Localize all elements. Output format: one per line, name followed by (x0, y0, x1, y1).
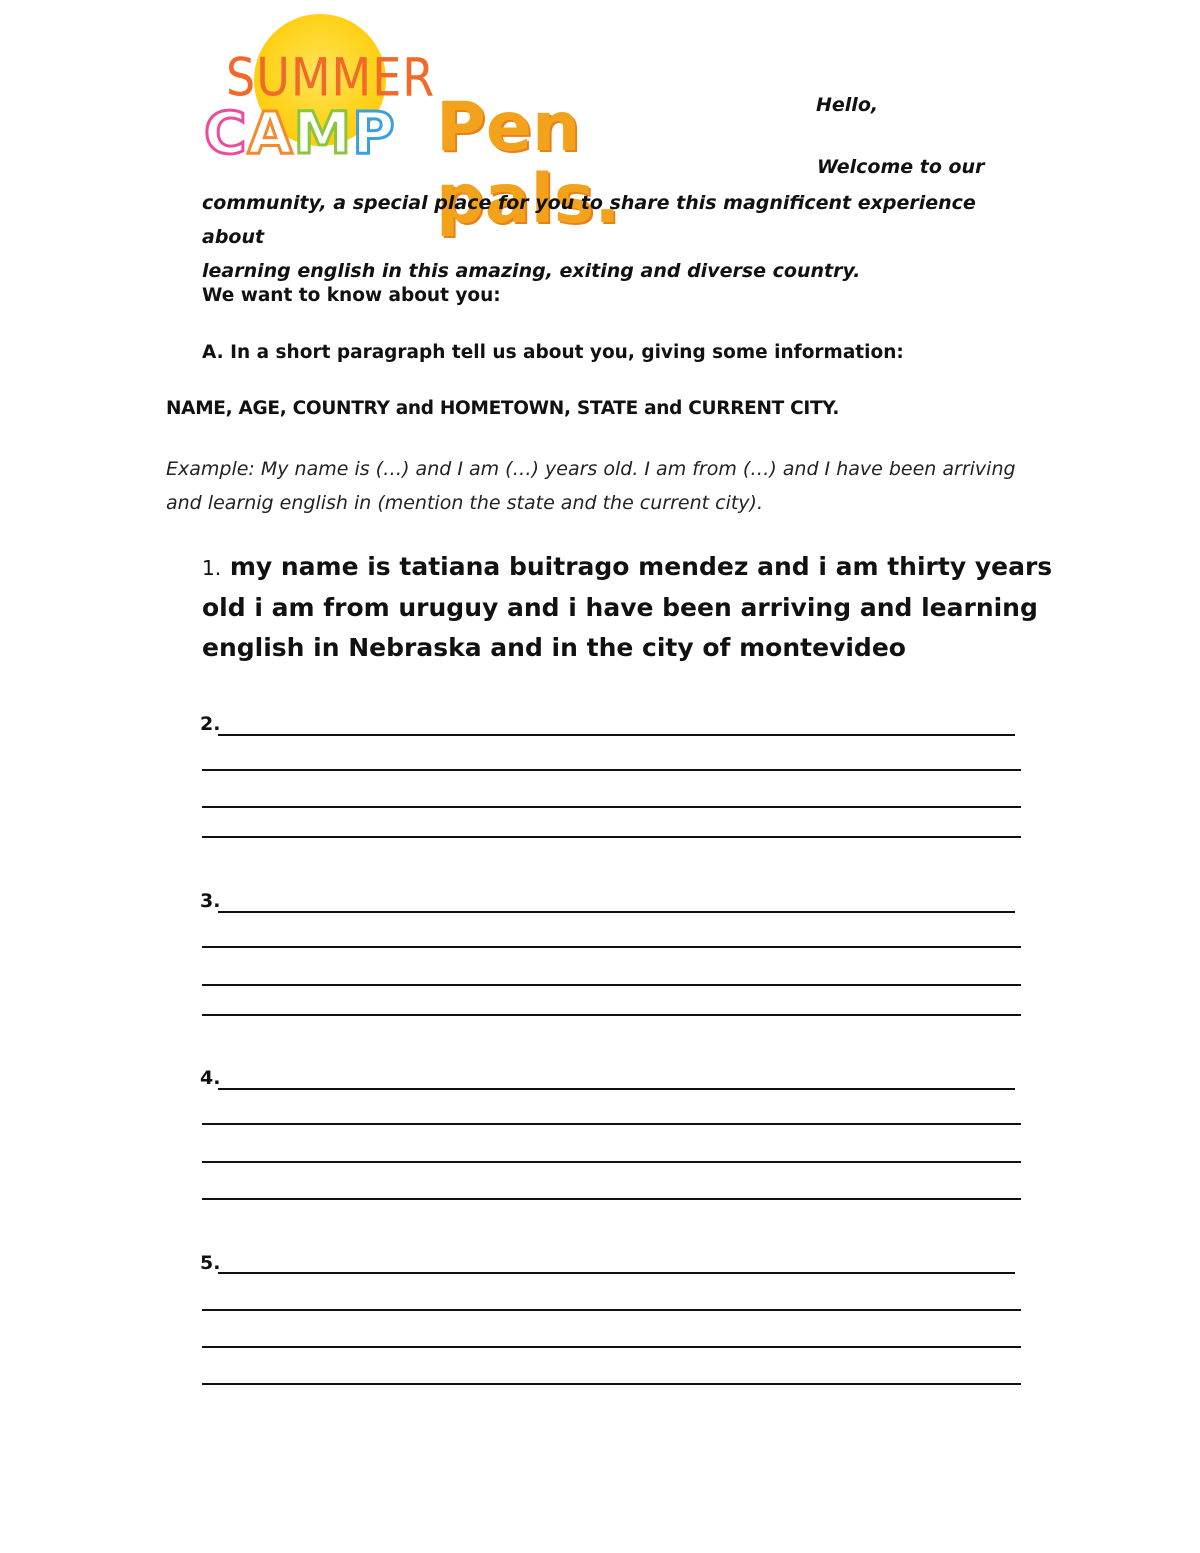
greeting-welcome: Welcome to our (817, 156, 985, 178)
writing-line[interactable] (202, 806, 1021, 808)
prompt-required-fields: NAME, AGE, COUNTRY and HOMETOWN, STATE and CURRENT CITY. (166, 398, 840, 419)
prompt-item-a: A. In a short paragraph tell us about you, giving some information: (202, 342, 904, 363)
writing-line[interactable] (202, 1383, 1021, 1385)
writing-line[interactable] (202, 1198, 1021, 1200)
writing-line[interactable] (218, 1088, 1015, 1090)
example-text (166, 452, 1046, 520)
example-line: and learnig english in (mention the state and the current city). (166, 492, 764, 514)
writing-line[interactable] (218, 1272, 1015, 1274)
logo-summer-text: SUMMER (226, 46, 436, 109)
example-line: Example: My name is (…) and I am (…) years old. I am from (…) and I have been arriving (166, 458, 1016, 480)
writing-line[interactable] (202, 1346, 1021, 1348)
logo-camp-letter: M (293, 99, 353, 167)
answer-1-text: my name is tatiana buitrago mendez and i am thirty years old i am from uruguy and i have been arriving and learning english in Nebraska and in the city of montevideo (202, 552, 1053, 662)
intro-line: community, a special place for you to share this magnificent experience about (202, 192, 976, 248)
logo-camp-text (204, 99, 396, 167)
writing-line[interactable] (202, 984, 1021, 986)
question-2-label: 2. (200, 713, 221, 735)
logo-camp-letter: P (352, 99, 396, 167)
writing-line[interactable] (218, 911, 1015, 913)
prompt-heading: We want to know about you: (202, 285, 501, 306)
question-5-label: 5. (200, 1252, 221, 1274)
intro-line: learning english in this amazing, exiting and diverse country. (202, 260, 861, 282)
writing-line[interactable] (202, 836, 1021, 838)
logo-pen-pals-title: Pen pals. (436, 88, 621, 239)
writing-line[interactable] (218, 734, 1015, 736)
writing-line[interactable] (202, 1014, 1021, 1016)
writing-line[interactable] (202, 1161, 1021, 1163)
writing-line[interactable] (202, 946, 1021, 948)
answer-1-number: 1. (202, 556, 222, 580)
writing-line[interactable] (202, 769, 1021, 771)
greeting-hello: Hello, (816, 94, 879, 116)
answer-1 (202, 547, 1062, 668)
logo-camp-letter: C (204, 99, 248, 167)
question-3-label: 3. (200, 890, 221, 912)
intro-paragraph (202, 186, 1002, 288)
writing-line[interactable] (202, 1309, 1021, 1311)
logo-camp-letter: A (247, 99, 294, 167)
writing-line[interactable] (202, 1123, 1021, 1125)
question-4-label: 4. (200, 1067, 221, 1089)
